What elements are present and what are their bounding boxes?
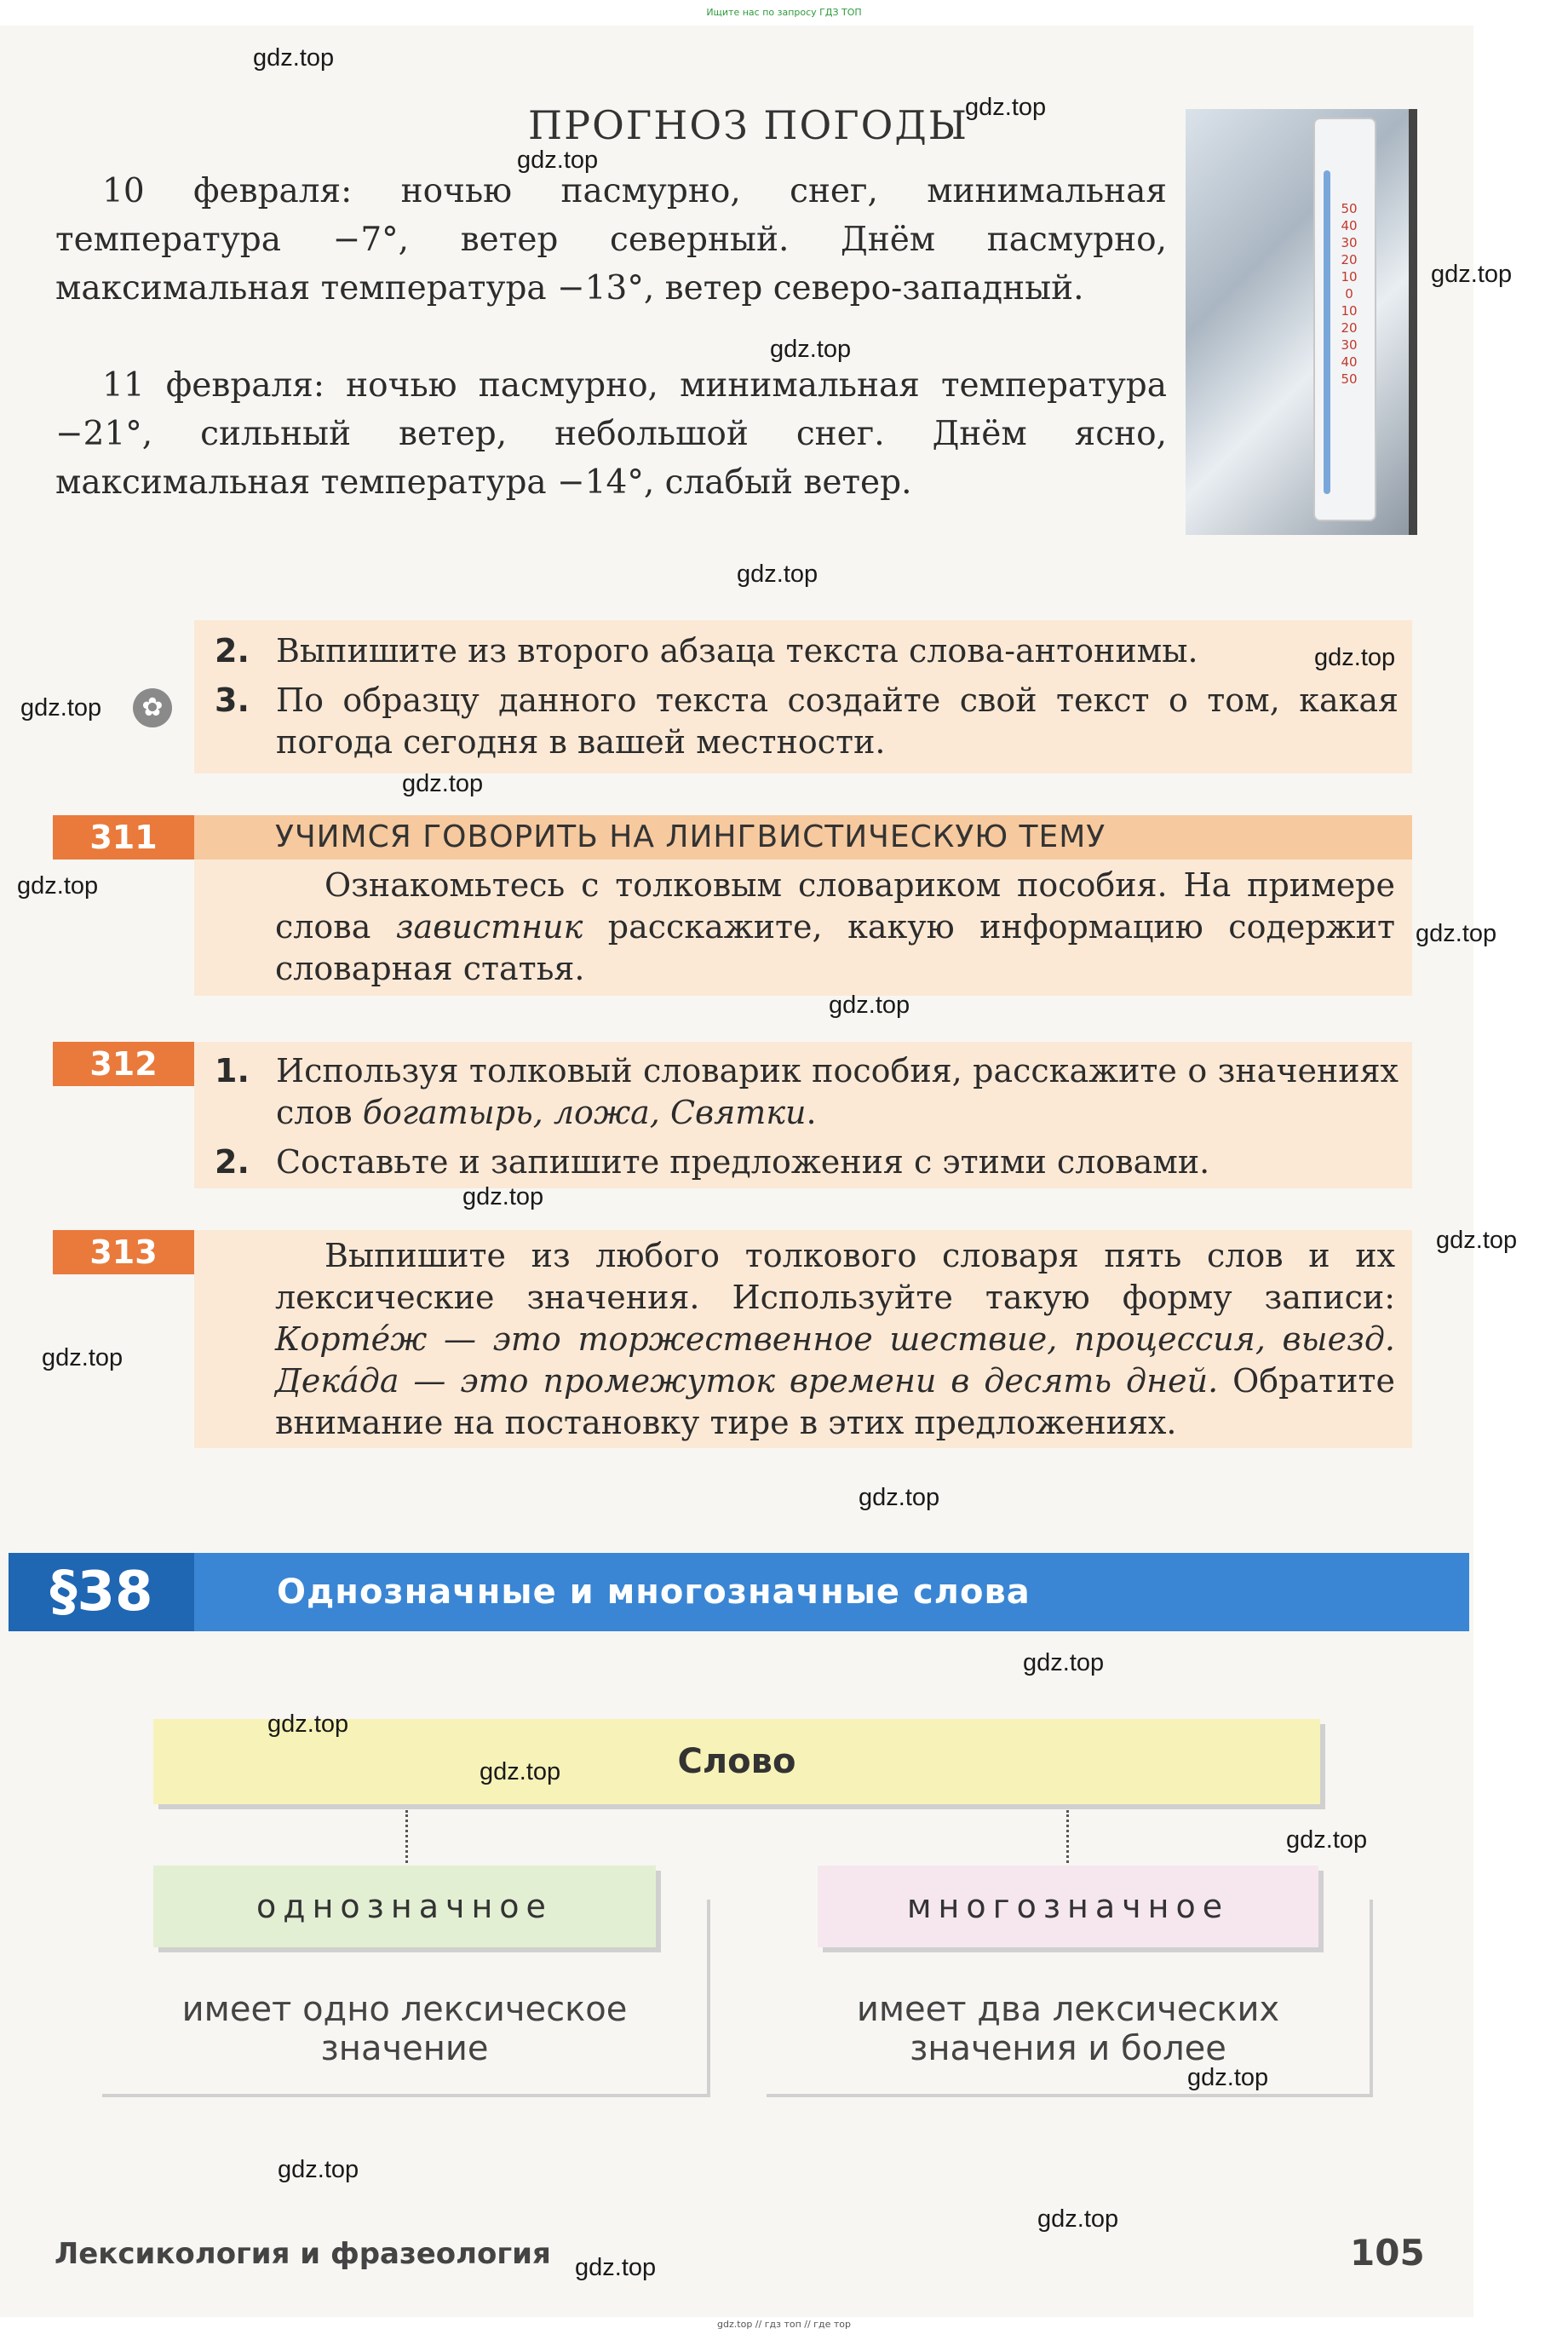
thermometer-scale (1339, 200, 1359, 388)
watermark: gdz.top (1431, 261, 1513, 288)
word-zavistnik: завистник (395, 908, 583, 946)
watermark: gdz.top (402, 770, 484, 797)
thermometer-tick-label: 10 (1341, 303, 1358, 319)
example-words: богатырь, ложа, Святки (362, 1094, 807, 1131)
thermometer-icon (1313, 118, 1376, 521)
footer-subject: Лексикология и фразеология (55, 2237, 551, 2271)
section-title: Однозначные и многозначные слова (277, 1572, 1031, 1612)
exercise-312-number: 312 (53, 1042, 194, 1086)
watermark: gdz.top (278, 2156, 359, 2183)
watermark: gdz.top (859, 1484, 940, 1511)
thermometer-tick-label: 50 (1341, 371, 1358, 387)
scheme-connector-right (1066, 1810, 1069, 1863)
thermometer-tick-label: 20 (1341, 252, 1358, 267)
watermark: gdz.top (1037, 2205, 1119, 2233)
header-note: Ищите нас по запросу ГДЗ ТОП (706, 7, 862, 18)
exercise-311-text: Ознакомьтесь с толковым словариком пособия. На примере слова завистник расскажите, какую информацию содержит словарная статья. (275, 866, 1395, 987)
section-header (9, 1553, 1469, 1631)
scheme-connector-left (405, 1810, 408, 1863)
thermometer-tick-label: 20 (1341, 320, 1358, 336)
watermark: gdz.top (1286, 1826, 1368, 1854)
footer-note: gdz.top // гдз топ // где тор (717, 2319, 851, 2330)
section-number: §38 (9, 1553, 194, 1631)
scheme-root-word: Слово (153, 1719, 1320, 1804)
watermark: gdz.top (462, 1183, 544, 1210)
exercise-313-number: 313 (53, 1230, 194, 1274)
page-number: 105 (1350, 2232, 1425, 2274)
exercise-312-item-2: 2. Составьте и запишите предложения с этими словами. (215, 1143, 1210, 1181)
watermark: gdz.top (1187, 2064, 1269, 2091)
watermark: gdz.top (1436, 1227, 1518, 1254)
watermark: gdz.top (517, 147, 599, 174)
example-definitions: Кортéж — это торжественное шествие, процессия, выезд. Декáда — это промежуток времени в десять дней. (275, 1320, 1395, 1400)
thermometer-tick-label: 30 (1341, 235, 1358, 250)
watermark: gdz.top (17, 872, 99, 900)
exercise-311-number: 311 (53, 815, 194, 860)
watermark: gdz.top (575, 2254, 657, 2281)
watermark: gdz.top (1416, 920, 1497, 947)
scheme-single-meaning: однозначное (153, 1866, 656, 1947)
page-title: ПРОГНОЗ ПОГОДЫ (528, 102, 968, 148)
watermark: gdz.top (267, 1710, 349, 1738)
thermometer-tick-label: 10 (1341, 269, 1358, 285)
watermark: gdz.top (480, 1758, 561, 1785)
paragraph-february-10: 10 февраля: ночью пасмурно, снег, минимальная температура −7°, ветер северный. Днём пасмурно, максимальная температура −13°, ветер северо-западный. (55, 172, 1167, 308)
watermark: gdz.top (829, 992, 910, 1019)
creative-task-icon: ✿ (133, 688, 172, 727)
watermark: gdz.top (20, 694, 102, 722)
exercise-313-text: Выпишите из любого толкового словаря пять слов и их лексические значения. Используйте такую форму записи: Кортéж — это торжественное шествие, процессия, выезд. Декáда — это промежуток времени в десять дней. Обратите внимание на постановку тире в этих предложениях. (275, 1237, 1395, 1441)
scheme-multiple-meaning: многозначное (818, 1866, 1318, 1947)
thermometer-tube (1324, 170, 1330, 494)
scheme-right-description: имеет два лексических значения и более (856, 1990, 1280, 2068)
exercise-311-heading-bar (194, 815, 1412, 860)
thermometer-tick-label: 30 (1341, 337, 1358, 353)
watermark: gdz.top (770, 336, 852, 363)
thermometer-photo (1186, 109, 1417, 535)
exercise-312-item-1: 1. Используя толковый словарик пособия, расскажите о значениях слов богатырь, ложа, Святки. (215, 1052, 1399, 1131)
watermark: gdz.top (737, 561, 818, 588)
watermark: gdz.top (965, 94, 1047, 121)
thermometer-tick-label: 0 (1345, 286, 1353, 302)
exercise-311-heading: УЧИМСЯ ГОВОРИТЬ НА ЛИНГВИСТИЧЕСКУЮ ТЕМУ (275, 819, 1106, 854)
thermometer-tick-label: 50 (1341, 201, 1358, 216)
watermark: gdz.top (1023, 1649, 1105, 1676)
watermark: gdz.top (42, 1344, 123, 1371)
task-3: 3. По образцу данного текста создайте свой текст о том, какая погода сегодня в вашей местности. (215, 681, 1399, 761)
thermometer-tick-label: 40 (1341, 218, 1358, 233)
watermark: gdz.top (253, 44, 335, 72)
scheme-left-description: имеет одно лексическое значение (181, 1990, 628, 2068)
task-2: 2. Выпишите из второго абзаца текста слова-антонимы. (215, 632, 1198, 670)
paragraph-february-11: 11 февраля: ночью пасмурно, минимальная температура −21°, сильный ветер, небольшой снег. Днём ясно, максимальная температура −14°, слабый ветер. (55, 366, 1167, 502)
watermark: gdz.top (1314, 644, 1396, 671)
thermometer-tick-label: 40 (1341, 354, 1358, 370)
